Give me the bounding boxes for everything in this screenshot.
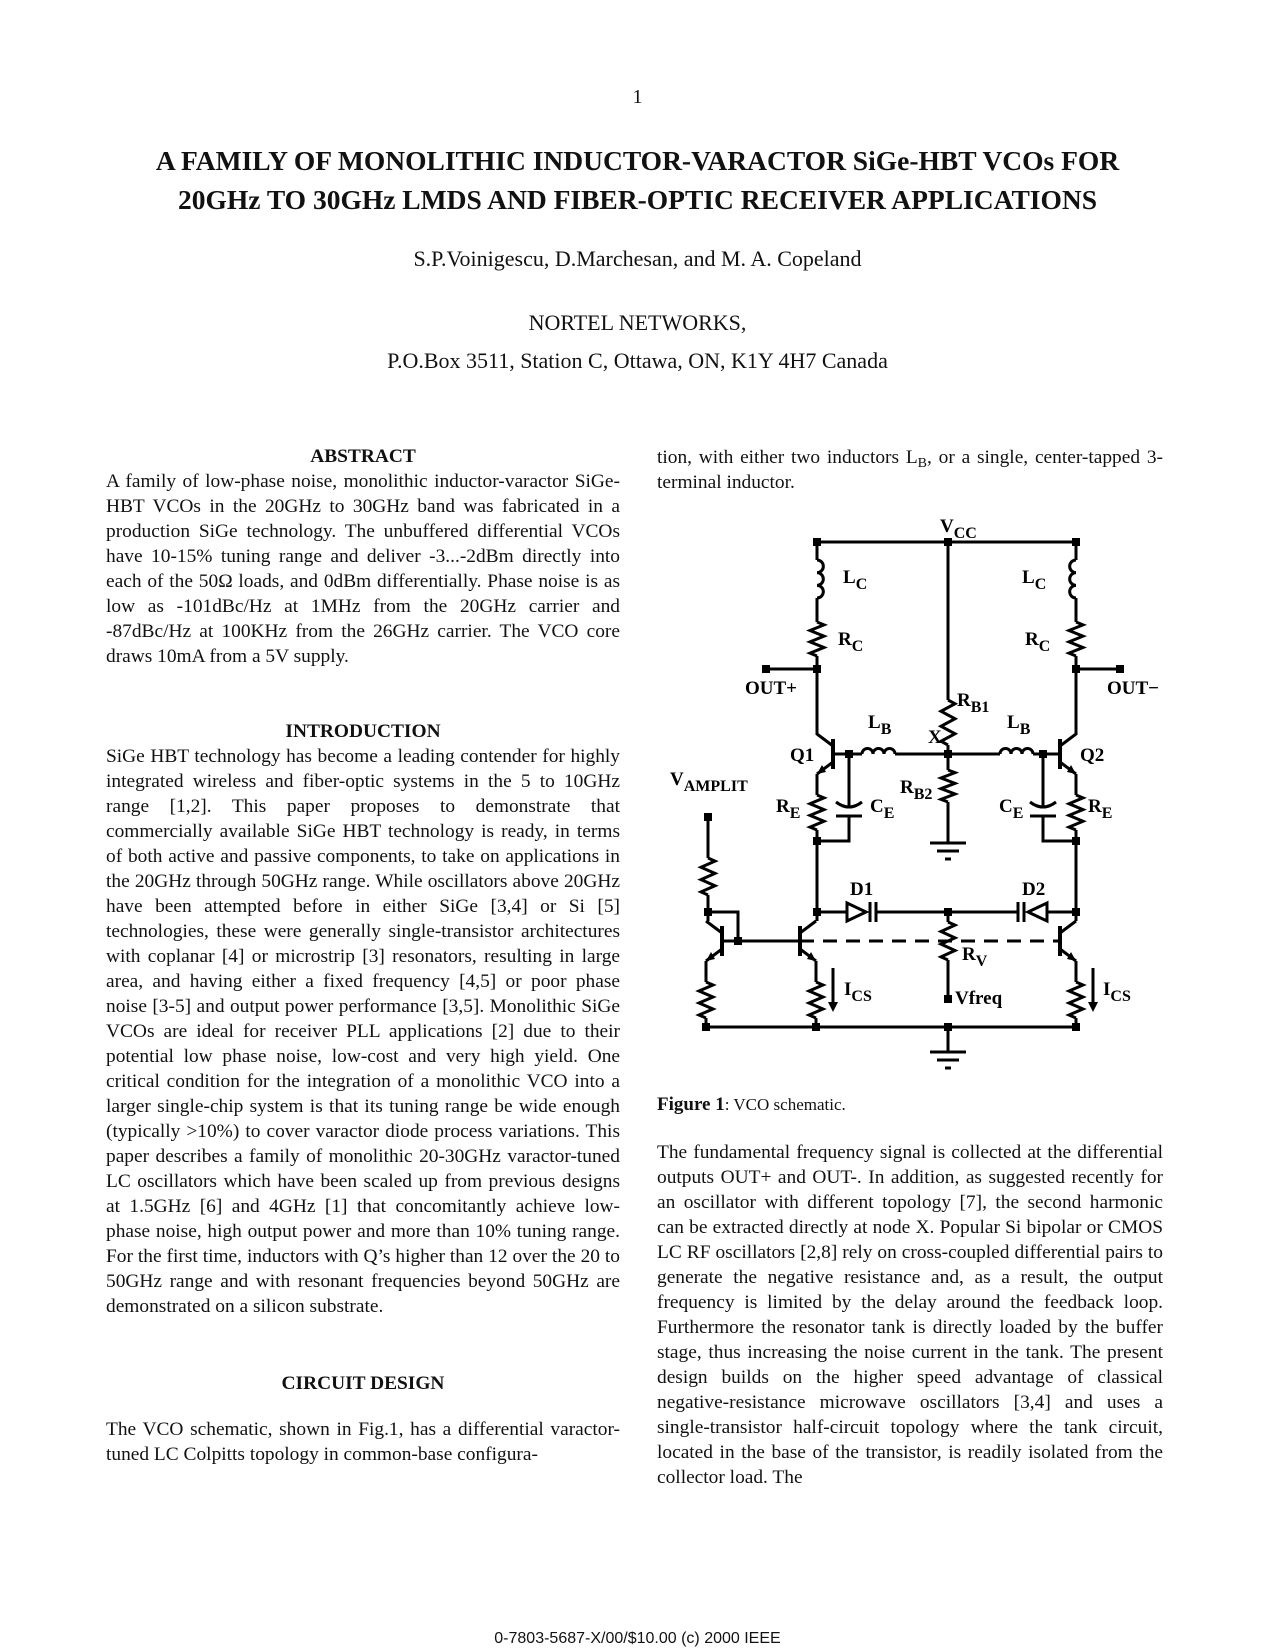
wire	[817, 816, 849, 841]
transistor-cs-left-emitter-arrow	[807, 952, 816, 961]
label-rc-right: $R_C$	[1025, 629, 1051, 655]
introduction-section	[106, 719, 620, 1319]
node	[813, 665, 821, 673]
continuation-part-a: tion, with either two inductors L	[657, 447, 918, 468]
affiliation-address: P.O.Box 3511, Station C, Ottawa, ON, K1Y 4H7 Canada	[387, 348, 888, 373]
left-column	[106, 444, 620, 669]
node	[845, 750, 853, 758]
label-lc-right: $L_C$	[1022, 567, 1047, 593]
node	[944, 750, 952, 758]
resistor-re-left	[810, 795, 824, 830]
resistor-rb1	[941, 700, 955, 745]
node	[813, 908, 821, 916]
resistor-re-right	[1069, 795, 1083, 830]
node	[1116, 665, 1124, 673]
label-vfreq: Vfreq	[955, 988, 1003, 1009]
transistor-q1-emitter	[817, 762, 833, 774]
figure-caption	[657, 1094, 846, 1116]
transistor-cs-right-emitter-arrow	[1067, 952, 1076, 961]
transistor-q2-emitter-arrow	[1067, 765, 1076, 774]
inductor-lc-right	[1070, 560, 1076, 598]
node	[704, 908, 712, 916]
resistor-vamplit	[701, 858, 715, 895]
transistor-cs-left-emitter	[800, 949, 816, 961]
transistor-mirror-emitter-arrow	[706, 952, 715, 961]
introduction-text: SiGe HBT technology has become a leading contender for highly integrated wireless and fiber-optic systems in the 5 to 10GHz range [1,2]. This paper proposes to demonstrate that commercially available SiGe HBT technology is ready, in terms of both active and passive components, to take on applications in the 20GHz through 50GHz range. While oscillators above 20GHz have been attempted before in either SiGe [3,4] or Si [5] technologies, these were generally single-transistor architectures with coplanar [4] or microstrip [3] resonators, resulting in large area, and having either a fixed frequency [4,5] or poor phase noise [3-5] and output power performance [3,5]. Monolithic SiGe VCOs are ideal for receiver PLL applications [2] due to their potential low phase noise, low-cost and very high yield. One critical condition for the integration of a monolithic VCO into a larger single-chip system is that its tuning range be wide enough (typically >10%) to cover varactor diode process variations. This paper describes a family of monolithic 20-30GHz varactor-tuned LC oscillators which have been scaled up from previous designs at 1.5GHz [6] and 4GHz [1] that concomitantly achieve low-phase noise, high output power and more than 10% tuning range. For the first time, inductors with Q’s higher than 12 over the 20 to 50GHz range and with resonant frequencies beyond 50GHz are demonstrated on a silicon substrate.	[106, 746, 620, 1317]
abstract-text: A family of low-phase noise, monolithic inductor-varactor SiGe-HBT VCOs in the 20GHz to 30GHz band was fabricated in a production SiGe technology. The unbuffered differential VCOs have 10-15% tuning range and deliver -3...-2dBm directly into each of the 50Ω loads, and 0dBm differentially. Phase noise is as low as -101dBc/Hz at 1MHz from the 20GHz carrier and -87dBc/Hz at 100KHz from the 26GHz carrier. The VCO core draws 10mA from a 5V supply.	[106, 471, 620, 667]
circuit-design-heading: CIRCUIT DESIGN	[281, 1373, 445, 1394]
node	[762, 665, 770, 673]
transistor-mirror-collector	[706, 921, 722, 933]
node	[702, 1023, 710, 1031]
affiliation	[0, 304, 1275, 380]
diode-d2	[1028, 903, 1047, 921]
node	[704, 813, 712, 821]
label-out-minus: OUT−	[1107, 678, 1159, 699]
transistor-q2-collector	[1060, 734, 1076, 746]
label-lb-left: $L_B$	[868, 712, 892, 738]
node	[734, 937, 742, 945]
node	[1072, 665, 1080, 673]
abstract-heading: ABSTRACT	[310, 446, 416, 467]
label-q1: Q1	[790, 745, 815, 766]
label-rv: $R_V$	[962, 944, 988, 970]
inductor-lc-left	[817, 560, 823, 598]
label-q2: Q2	[1080, 745, 1105, 766]
label-d2: D2	[1022, 879, 1046, 900]
label-re-left: $R_E$	[776, 796, 801, 822]
diode-d1	[847, 903, 866, 921]
label-rb2: $R_{B2}$	[900, 777, 933, 803]
label-re-right: $R_E$	[1088, 796, 1113, 822]
transistor-q1-collector	[817, 734, 833, 746]
resistor-rc-right	[1069, 622, 1083, 656]
page-number: 1	[632, 86, 643, 108]
copyright-footer: 0-7803-5687-X/00/$10.00 (c) 2000 IEEE	[494, 1630, 781, 1647]
label-out-plus: OUT+	[745, 678, 797, 699]
node	[944, 995, 952, 1003]
transistor-cs-left-collector	[800, 921, 816, 933]
circuit-design-continuation	[657, 445, 1163, 495]
continuation-part-b: , or a single, center-tapped 3-terminal inductor.	[657, 447, 1163, 493]
label-ics-left: $I_{CS}$	[844, 979, 872, 1005]
label-ics-right: $I_{CS}$	[1103, 979, 1131, 1005]
transistor-cs-right-emitter	[1060, 949, 1076, 961]
body-paragraph: The fundamental frequency signal is collected at the differential outputs OUT+ and OUT-. In addition, as suggested recently for an oscillator with different topology [7], the second harmonic can be extracted directly at node X. Popular Si bipolar or CMOS LC RF oscillators [2,8] rely on cross-coupled differential pairs to generate the negative resistance and, as a result, the output frequency is limited by the delay around the feedback loop. Furthermore the resonator tank is directly loaded by the buffer stage, thus increasing the noise current in the tank. The present design builds on the higher speed advantage of classical negative-resistance microwave oscillators [3,4] and uses a single-transistor half-circuit topology where the tank circuit, located in the base of the transistor, is readily isolated from the collector load. The	[657, 1142, 1163, 1488]
node	[944, 1023, 952, 1031]
capacitor-ce-right-curved-plate	[1030, 802, 1056, 807]
resistor-rb2	[941, 770, 955, 802]
label-rc-left: $R_C$	[838, 629, 864, 655]
wire	[1043, 816, 1076, 841]
title-line-2: 20GHz TO 30GHz LMDS AND FIBER-OPTIC RECEIVER APPLICATIONS	[177, 184, 1098, 215]
label-node-x: X	[928, 727, 942, 748]
paper-title	[60, 141, 1215, 219]
resistor-cs-mid	[809, 982, 823, 1018]
capacitor-ce-left-curved-plate	[836, 802, 862, 807]
node	[813, 837, 821, 845]
authors: S.P.Voinigescu, D.Marchesan, and M. A. Copeland	[413, 246, 862, 271]
label-vcc: $V_{CC}$	[940, 516, 977, 542]
label-d1: D1	[850, 879, 874, 900]
resistor-rc-left	[810, 622, 824, 656]
transistor-q2-emitter	[1060, 762, 1076, 774]
label-rb1: $R_{B1}$	[957, 690, 990, 716]
label-vamplit: $V_{AMPLIT}$	[670, 769, 748, 795]
label-ce-right: $C_E$	[999, 796, 1024, 822]
title-line-1: A FAMILY OF MONOLITHIC INDUCTOR-VARACTOR SiGe-HBT VCOs FOR	[155, 145, 1120, 176]
right-column-body	[657, 1140, 1163, 1490]
inductor-lb-left	[862, 749, 895, 755]
node	[944, 908, 952, 916]
transistor-mirror-emitter	[706, 949, 722, 961]
current-arrow-head	[828, 1002, 838, 1012]
label-lc-left: $L_C$	[843, 567, 868, 593]
current-arrow-head	[1088, 1002, 1098, 1012]
circuit-design-text: The VCO schematic, shown in Fig.1, has a differential varactor-tuned LC Colpitts topology in common-base configura-	[106, 1419, 620, 1465]
resistor-cs-right	[1069, 982, 1083, 1018]
node	[1072, 908, 1080, 916]
label-lb-right: $L_B$	[1007, 712, 1031, 738]
transistor-q1-emitter-arrow	[817, 765, 826, 774]
figure-label: Figure 1	[657, 1094, 725, 1115]
label-ce-left: $C_E$	[870, 796, 895, 822]
continuation-subscript: B	[917, 456, 928, 471]
circuit-design-section	[106, 1371, 620, 1467]
continuation-text	[657, 445, 1163, 495]
inductor-lb-right	[1000, 749, 1033, 755]
figure-caption-text: : VCO schematic.	[724, 1095, 846, 1114]
resistor-cs-left	[699, 982, 713, 1018]
node	[813, 538, 821, 546]
node	[1039, 750, 1047, 758]
wire	[708, 912, 738, 941]
resistor-rv	[941, 922, 955, 960]
node	[1072, 1023, 1080, 1031]
introduction-heading: INTRODUCTION	[285, 721, 441, 742]
node	[1072, 538, 1080, 546]
affiliation-org: NORTEL NETWORKS,	[528, 310, 747, 335]
node	[812, 1023, 820, 1031]
node	[944, 538, 952, 546]
node	[1072, 837, 1080, 845]
transistor-cs-right-collector	[1060, 921, 1076, 933]
